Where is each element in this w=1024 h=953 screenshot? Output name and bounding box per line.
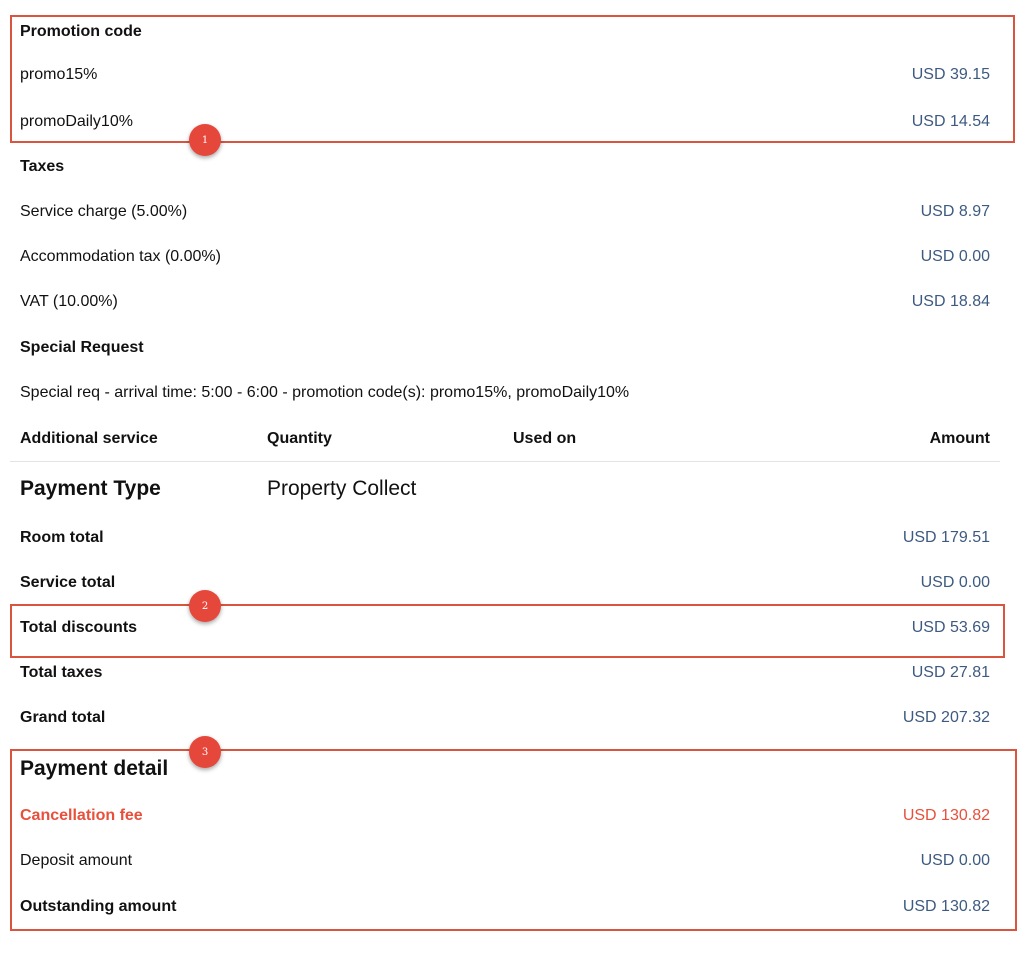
col-used-on: Used on — [513, 430, 577, 447]
annotation-marker-1: 1 — [189, 124, 221, 156]
promotion-heading: Promotion code — [20, 23, 142, 40]
annotation-box-3 — [10, 749, 1017, 931]
promotion-label: promo15% — [20, 66, 98, 83]
payment-type-label: Payment Type — [20, 477, 161, 500]
divider — [10, 461, 1000, 462]
cancellation-fee-amount: USD 130.82 — [902, 807, 990, 824]
deposit-amount-row: Deposit amount USD 0.00 — [20, 852, 990, 869]
tax-amount: USD 18.84 — [911, 293, 990, 310]
total-discounts-row: Total discounts USD 53.69 — [20, 619, 990, 636]
outstanding-amount-value: USD 130.82 — [902, 898, 990, 915]
annotation-box-2 — [10, 604, 1005, 658]
payment-detail-heading: Payment detail — [20, 757, 169, 780]
tax-label: Service charge (5.00%) — [20, 203, 188, 220]
tax-label: VAT (10.00%) — [20, 293, 118, 310]
tax-label: Accommodation tax (0.00%) — [20, 248, 221, 265]
grand-total-row: Grand total USD 207.32 — [20, 709, 990, 726]
tax-row-vat — [20, 292, 990, 312]
special-request-text: Special req - arrival time: 5:00 - 6:00 - promotion code(s): promo15%, promoDaily10% — [20, 384, 630, 401]
total-taxes-amount: USD 27.81 — [911, 664, 990, 681]
service-total-row: Service total USD 0.00 — [20, 574, 990, 591]
special-request-heading: Special Request — [20, 339, 144, 356]
tax-row-accommodation — [20, 247, 990, 267]
col-quantity: Quantity — [267, 430, 332, 447]
col-amount: Amount — [929, 430, 990, 447]
tax-amount: USD 0.00 — [920, 248, 990, 265]
promotion-amount: USD 14.54 — [911, 113, 990, 130]
outstanding-amount-row: Outstanding amount USD 130.82 — [20, 898, 990, 915]
total-taxes-row: Total taxes USD 27.81 — [20, 664, 990, 681]
room-total-amount: USD 179.51 — [902, 529, 990, 546]
annotation-marker-2: 2 — [189, 590, 221, 622]
room-total-row: Room total USD 179.51 — [20, 529, 990, 546]
col-additional-service: Additional service — [20, 430, 158, 447]
cancellation-fee-row: Cancellation fee USD 130.82 — [20, 807, 990, 824]
tax-row-service-charge — [20, 202, 990, 222]
annotation-marker-3: 3 — [189, 736, 221, 768]
payment-type-value: Property Collect — [267, 477, 417, 500]
promotion-label: promoDaily10% — [20, 113, 133, 130]
deposit-amount-value: USD 0.00 — [920, 852, 990, 869]
tax-amount: USD 8.97 — [920, 203, 990, 220]
annotation-box-1 — [10, 15, 1015, 143]
promotion-amount: USD 39.15 — [911, 66, 990, 83]
total-discounts-amount: USD 53.69 — [911, 619, 990, 636]
taxes-heading: Taxes — [20, 158, 65, 175]
grand-total-amount: USD 207.32 — [902, 709, 990, 726]
service-total-amount: USD 0.00 — [920, 574, 990, 591]
